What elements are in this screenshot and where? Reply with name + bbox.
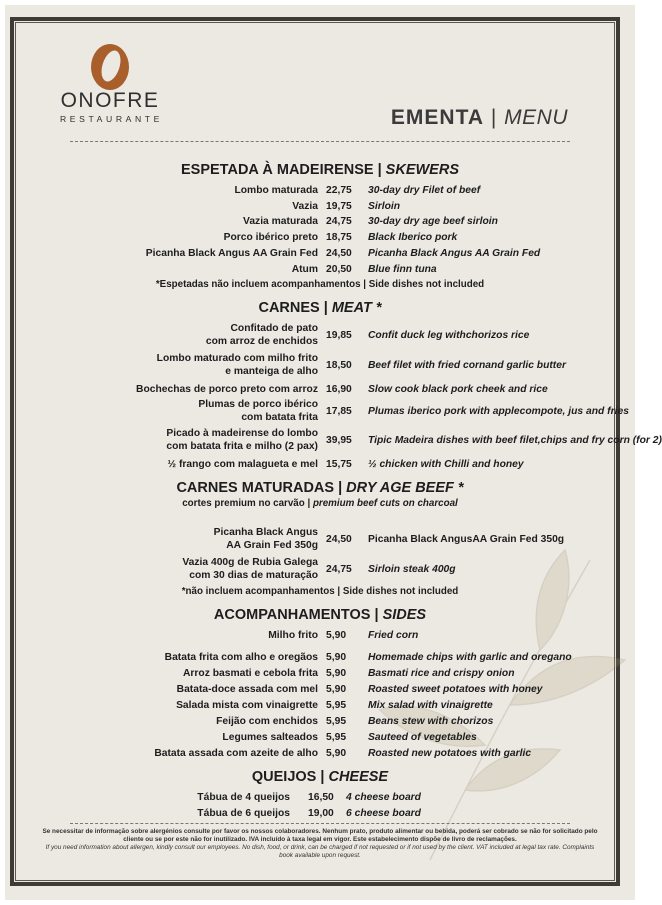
item-name-en: Beef filet with fried cornand garlic butter <box>368 359 566 371</box>
menu-title-separator: | <box>490 106 498 129</box>
item-name-en: 6 cheese board <box>346 807 421 819</box>
item-name-en: Confit duck leg withchorizos rice <box>368 329 530 341</box>
brand-name: ONOFRE <box>60 89 160 112</box>
menu-title-en: MENU <box>504 106 568 129</box>
section-title-pt: ACOMPANHAMENTOS | <box>213 607 379 623</box>
item-price: 5,95 <box>326 731 347 743</box>
item-name-pt: Picanha Black Angus AA Grain Fed 350g <box>213 527 318 551</box>
footer-text-en: If you need information about allergen, kindly consult our employees. No dish, food, or drink, can be charged if not requested or if not used by the client. VAT included at legal tax rate. Complaints book available upon request. <box>45 844 595 859</box>
item-price: 5,90 <box>326 629 347 641</box>
menu-item <box>20 627 620 643</box>
item-name-pt: Batata frita com alho e oregãos <box>164 651 318 663</box>
item-price: 19,85 <box>326 329 352 341</box>
menu-item <box>20 198 620 214</box>
section-title-en: SIDES <box>382 607 427 623</box>
restaurant-logo <box>60 40 163 124</box>
section-title-en: SKEWERS <box>385 162 459 178</box>
item-price: 24,75 <box>326 563 352 575</box>
item-price: 5,95 <box>326 715 347 727</box>
section-title-meat <box>18 300 622 316</box>
menu-item <box>20 321 620 349</box>
dry-age-subtitle: cortes premium no carvão | premium beef cuts on charcoal <box>182 498 458 509</box>
item-name-pt: Milho frito <box>268 629 318 641</box>
section-title-en: CHEESE <box>328 769 389 785</box>
menu-item <box>20 261 620 277</box>
item-price: 5,95 <box>326 699 347 711</box>
section-title-pt: QUEIJOS | <box>251 769 325 785</box>
item-name-pt: Bochechas de porco preto com arroz <box>136 383 318 395</box>
item-name-pt: Batata assada com azeite de alho <box>154 747 318 759</box>
skewers-note: *Espetadas não incluem acompanhamentos | Side dishes not included <box>155 279 485 290</box>
item-name-pt: Picado à madeirense do lombo com batata frita e milho (2 pax) <box>166 428 318 452</box>
item-name-en: Blue finn tuna <box>368 263 437 275</box>
section-title-en: DRY AGE BEEF * <box>346 480 464 496</box>
item-name-en: Beans stew with chorizos <box>368 715 494 727</box>
footer-divider <box>70 823 570 824</box>
item-price: 19,75 <box>326 200 352 212</box>
item-price: 5,90 <box>326 651 347 663</box>
item-price: 19,00 <box>308 807 334 819</box>
item-name-en: Tipic Madeira dishes with beef filet,chips and fry corn (for 2) <box>368 434 662 446</box>
menu-item <box>20 525 620 553</box>
item-name-en: Roasted sweet potatoes with honey <box>368 683 543 695</box>
item-name-en: Basmati rice and crispy onion <box>368 667 515 679</box>
item-price: 5,90 <box>326 667 347 679</box>
item-name-pt: Confitado de pato com arroz de enchidos <box>205 323 318 347</box>
item-price: 15,75 <box>326 458 352 470</box>
menu-title <box>391 106 568 130</box>
item-name-en: Sirloin <box>368 200 401 212</box>
item-name-pt: Lombo maturada <box>234 184 318 196</box>
item-price: 18,75 <box>326 231 352 243</box>
section-title-cheese <box>18 769 622 785</box>
item-price: 16,50 <box>308 791 334 803</box>
item-price: 24,50 <box>326 247 352 259</box>
item-name-en: Slow cook black pork cheek and rice <box>368 383 548 395</box>
menu-title-pt: EMENTA <box>390 106 484 129</box>
item-name-pt: Lombo maturado com milho frito e manteiga de alho <box>156 353 318 377</box>
item-name-en: Plumas iberico pork with applecompote, jus and fries <box>368 405 629 417</box>
item-name-en: Black Iberico pork <box>368 231 458 243</box>
section-title-sides <box>18 607 622 623</box>
section-title-dry-age <box>18 480 622 496</box>
item-name-en: Homemade chips with garlic and oregano <box>368 651 572 663</box>
item-price: 16,90 <box>326 383 352 395</box>
section-title-pt: CARNES | <box>258 300 328 316</box>
item-name-pt: Vazia 400g de Rubia Galega com 30 dias de maturação <box>182 557 318 581</box>
item-name-en: Picanha Black Angus AA Grain Fed <box>368 247 541 259</box>
item-name-pt: Legumes salteados <box>222 731 318 743</box>
item-name-pt: ½ frango com malagueta e mel <box>167 458 318 470</box>
section-title-pt: CARNES MATURADAS | <box>176 480 343 496</box>
menu-item <box>20 681 620 697</box>
item-name-pt: Tábua de 6 queijos <box>197 807 290 819</box>
menu-item <box>20 456 620 472</box>
menu-item <box>20 789 620 805</box>
item-price: 24,75 <box>326 215 352 227</box>
menu-item <box>20 381 620 397</box>
section-title-pt: ESPETADA À MADEIRENSE | <box>181 162 382 178</box>
menu-item <box>20 245 620 261</box>
item-name-pt: Vazia maturada <box>243 215 318 227</box>
menu-item <box>20 397 629 425</box>
menu-item <box>20 649 620 665</box>
menu-item <box>20 182 620 198</box>
item-name-pt: Plumas de porco ibérico com batata frita <box>198 399 318 423</box>
item-name-pt: Salada mista com vinaigrette <box>176 699 318 711</box>
item-name-pt: Atum <box>291 263 318 275</box>
menu-item <box>20 229 620 245</box>
onofre-logo-icon <box>87 40 133 92</box>
menu-item <box>20 745 620 761</box>
menu-item <box>20 555 620 583</box>
item-price: 5,90 <box>326 747 347 759</box>
menu-item <box>20 697 620 713</box>
item-name-pt: Picanha Black Angus AA Grain Fed <box>145 247 318 259</box>
item-price: 17,85 <box>326 405 352 417</box>
item-price: 39,95 <box>326 434 352 446</box>
item-name-en: 30-day dry Filet of beef <box>368 184 481 196</box>
section-title-skewers <box>18 162 622 178</box>
item-name-pt: Vazia <box>292 200 318 212</box>
footer-disclaimer <box>40 828 600 860</box>
header-divider <box>70 141 570 142</box>
item-name-en: Picanha Black AngusAA Grain Fed 350g <box>368 533 565 545</box>
brand-subtitle: RESTAURANTE <box>60 114 163 124</box>
menu-item <box>20 713 620 729</box>
item-name-pt: Feijão com enchidos <box>216 715 318 727</box>
item-name-en: 30-day dry age beef sirloin <box>368 215 498 227</box>
item-price: 24,50 <box>326 533 352 545</box>
item-name-en: Mix salad with vinaigrette <box>368 699 493 711</box>
item-price: 18,50 <box>326 359 352 371</box>
item-price: 22,75 <box>326 184 352 196</box>
item-name-pt: Tábua de 4 queijos <box>197 791 290 803</box>
menu-item <box>20 805 620 821</box>
item-name-en: Sirloin steak 400g <box>368 563 456 575</box>
item-name-en: 4 cheese board <box>346 791 421 803</box>
item-name-en: ½ chicken with Chilli and honey <box>368 458 524 470</box>
item-name-en: Roasted new potatoes with garlic <box>368 747 532 759</box>
menu-item <box>20 426 662 454</box>
menu-item <box>20 213 620 229</box>
menu-item <box>20 665 620 681</box>
menu-item <box>20 351 620 379</box>
item-price: 20,50 <box>326 263 352 275</box>
menu-item <box>20 729 620 745</box>
section-title-en: MEAT * <box>331 300 382 316</box>
item-name-pt: Porco ibérico preto <box>223 231 318 243</box>
footer-text-pt: Se necessitar de informação sobre alergénios consulte por favor os nossos colaboradores. Nenhum prato, produto alimentar ou bebida, poderá ser cobrado se não for solicitado pelo cliente ou se por este não for inutilizado. IVA incluído à taxa legal em vigor. Este estabelecimento dispõe de livro de reclamações. <box>42 828 598 843</box>
item-name-pt: Batata-doce assada com mel <box>176 683 318 695</box>
item-name-pt: Arroz basmati e cebola frita <box>182 667 318 679</box>
dry-age-note: *não incluem acompanhamentos | Side dishes not included <box>181 586 459 597</box>
item-price: 5,90 <box>326 683 347 695</box>
item-name-en: Sauteed of vegetables <box>368 731 477 743</box>
item-name-en: Fried corn <box>368 629 419 641</box>
